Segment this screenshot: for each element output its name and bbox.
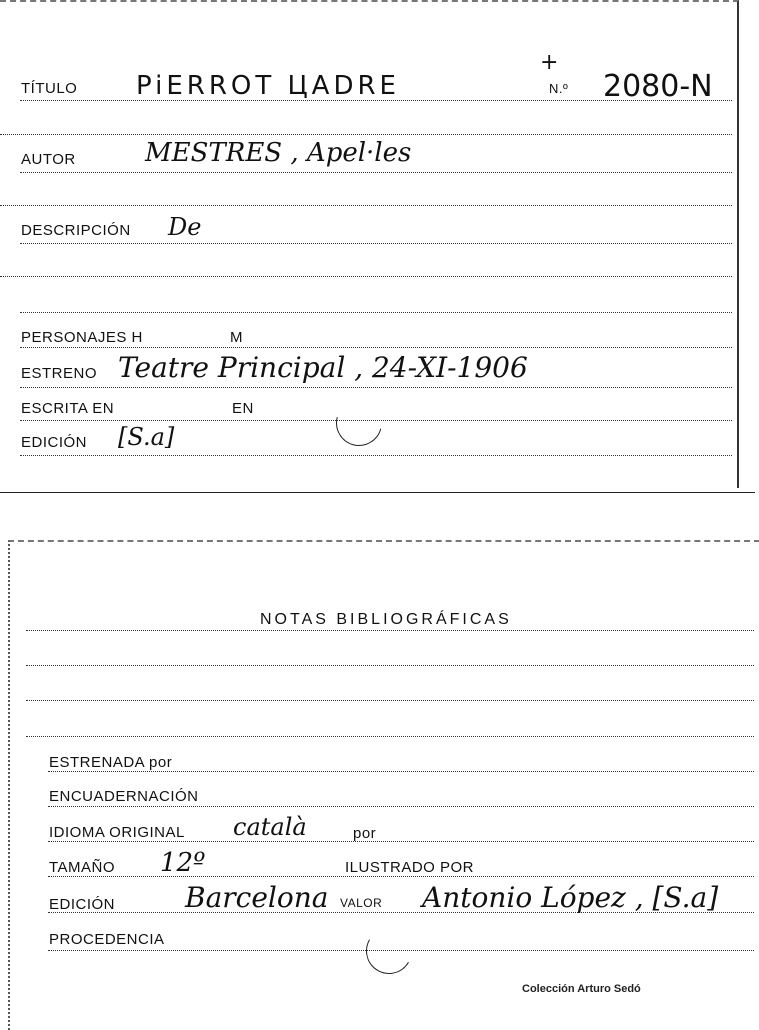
rule bbox=[26, 700, 754, 701]
titulo-value: PiERROT ЦADRE bbox=[136, 71, 400, 101]
notas-bibliograficas-heading: NOTAS BIBLIOGRÁFICAS bbox=[260, 611, 512, 628]
cross-mark: + bbox=[540, 50, 559, 75]
numero-label: N.º bbox=[549, 81, 569, 96]
personajes-label: PERSONAJES H bbox=[21, 329, 143, 346]
titulo-label: TÍTULO bbox=[21, 80, 78, 97]
idioma-original-value: català bbox=[233, 813, 307, 841]
edicion-value: [S.a] bbox=[118, 423, 175, 451]
tamano-value: 12º bbox=[160, 848, 206, 878]
por-label: por bbox=[353, 825, 377, 842]
rule bbox=[20, 243, 732, 244]
estreno-label: ESTRENO bbox=[21, 365, 98, 382]
numero-value: 2080-N bbox=[603, 69, 713, 104]
mujeres-label: M bbox=[230, 329, 243, 346]
rule bbox=[48, 876, 754, 877]
ilustrado-por-label: ILUSTRADO POR bbox=[345, 859, 475, 876]
en-label: EN bbox=[232, 400, 254, 417]
estrenada-por-label: ESTRENADA por bbox=[49, 754, 173, 771]
tamano-label: TAMAÑO bbox=[49, 859, 116, 876]
collection-footer: Colección Arturo Sedó bbox=[522, 983, 641, 995]
rule bbox=[20, 312, 732, 313]
procedencia-label: PROCEDENCIA bbox=[49, 931, 165, 948]
descripcion-value: De bbox=[168, 213, 202, 241]
rule bbox=[48, 806, 754, 807]
rule bbox=[48, 771, 754, 772]
rule bbox=[48, 841, 754, 842]
encuadernacion-label: ENCUADERNACIÓN bbox=[49, 788, 199, 805]
edicion-label: EDICIÓN bbox=[21, 434, 88, 451]
descripcion-label: DESCRIPCIÓN bbox=[21, 222, 131, 239]
estreno-value: Teatre Principal , 24-XI-1906 bbox=[118, 351, 528, 384]
rule bbox=[26, 736, 754, 737]
escrita-en-label: ESCRITA EN bbox=[21, 400, 115, 417]
rule bbox=[0, 276, 732, 277]
rule bbox=[0, 134, 732, 135]
rule bbox=[20, 172, 732, 173]
edicion-value-2: Barcelona bbox=[185, 881, 329, 914]
rule bbox=[20, 455, 732, 456]
valor-value: Antonio López , [S.a] bbox=[422, 881, 719, 914]
autor-value: MESTRES , Apel·les bbox=[145, 138, 412, 168]
rule bbox=[0, 205, 732, 206]
rule bbox=[20, 387, 732, 388]
idioma-original-label: IDIOMA ORIGINAL bbox=[49, 824, 185, 841]
rule bbox=[26, 665, 754, 666]
autor-label: AUTOR bbox=[21, 151, 76, 168]
edicion-label-2: EDICIÓN bbox=[49, 896, 116, 913]
rule bbox=[20, 347, 732, 348]
valor-label: VALOR bbox=[340, 896, 383, 910]
rule bbox=[26, 630, 754, 631]
card-separator bbox=[0, 492, 755, 493]
